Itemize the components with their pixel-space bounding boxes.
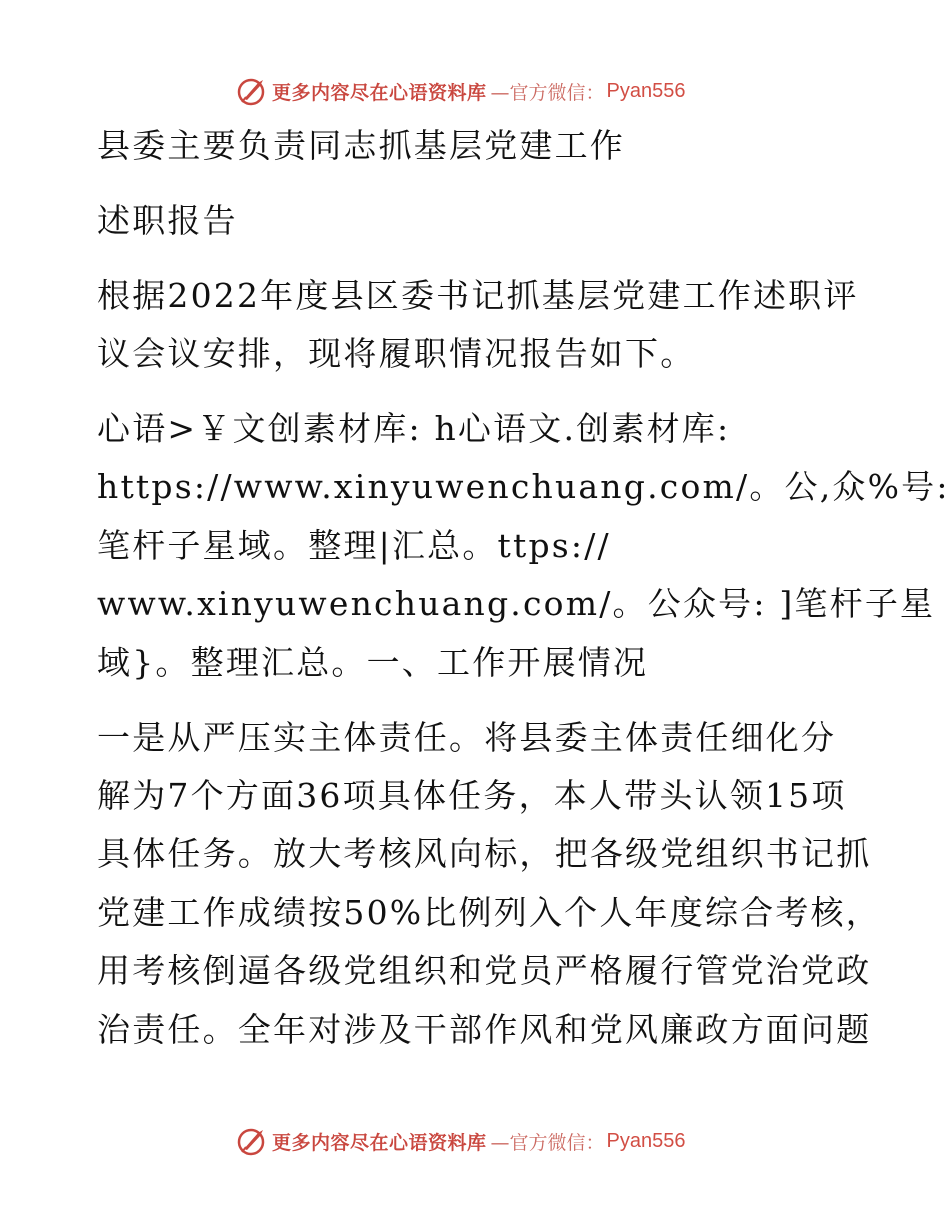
paragraph-line: www.xinyuwenchuang.com/。公众号: ]笔杆子星: [97, 584, 936, 623]
paragraph-line: 党建工作成绩按50%比例列入个人年度综合考核，: [97, 893, 881, 932]
quill-logo-icon: [236, 75, 268, 107]
paragraph-line: https://www.xinyuwenchuang.com/。公,众%号:: [97, 467, 950, 506]
paragraph-line: 心语>￥文创素材库: h心语文.创素材库:: [97, 409, 731, 448]
watermark-main-text: 更多内容尽在心语资料库: [272, 81, 487, 104]
quill-logo-icon: [236, 1125, 268, 1157]
paragraph-line: 议会议安排，现将履职情况报告如下。: [97, 334, 696, 373]
paragraph-line: 治责任。全年对涉及干部作风和党风廉政方面问题: [97, 1010, 872, 1049]
paragraph-line: 用考核倒逼各级党组织和党员严格履行管党治党政: [97, 951, 872, 990]
paragraph-line: 根据2022年度县区委书记抓基层党建工作述职评: [97, 276, 859, 315]
header-watermark: [236, 74, 686, 108]
watermark-separator-text: —官方微信：: [490, 1131, 605, 1154]
paragraph-line: 解为7个方面36项具体任务，本人带头认领15项: [97, 776, 847, 815]
watermark-main-text: 更多内容尽在心语资料库: [272, 1131, 487, 1154]
watermark-wechat-id: Pyan556: [606, 79, 686, 102]
watermark-separator-text: —官方微信：: [490, 81, 605, 104]
watermark-wechat-id: Pyan556: [606, 1129, 686, 1152]
document-title-line-1: 县委主要负责同志抓基层党建工作: [97, 126, 625, 165]
paragraph-line: 一是从严压实主体责任。将县委主体责任细化分: [97, 718, 837, 757]
document-title-line-2: 述职报告: [97, 201, 238, 240]
paragraph-line: 具体任务。放大考核风向标，把各级党组织书记抓: [97, 834, 872, 873]
footer-watermark: [236, 1124, 686, 1158]
paragraph-line: 域}。整理汇总。一、工作开展情况: [97, 643, 649, 682]
paragraph-line: 笔杆子星域。整理|汇总。ttps://: [97, 526, 611, 565]
